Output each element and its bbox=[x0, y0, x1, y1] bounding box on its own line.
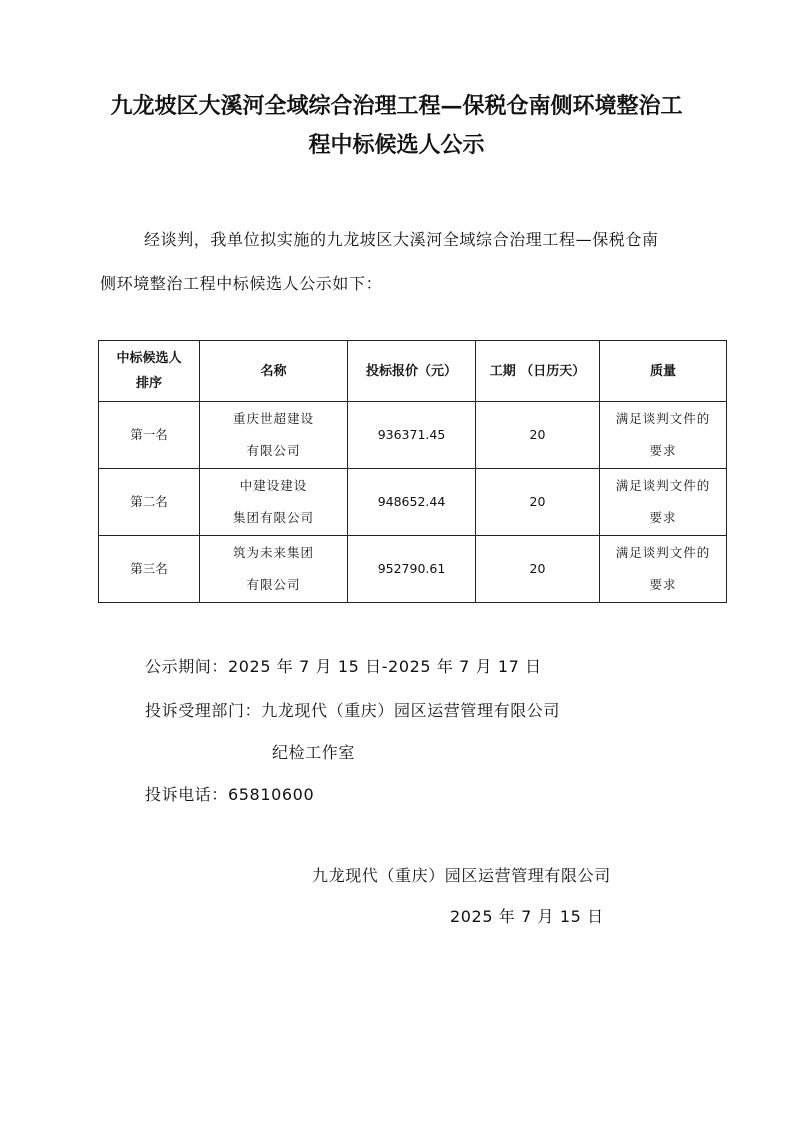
cell-bid: 948652.44 bbox=[348, 469, 476, 536]
cell-rank: 第一名 bbox=[99, 402, 200, 469]
table-row bbox=[99, 469, 727, 536]
cell-bid: 952790.61 bbox=[348, 536, 476, 603]
quality-line2: 要求 bbox=[649, 577, 677, 592]
complaint-phone: 投诉电话：65810600 bbox=[145, 785, 315, 804]
quality-line1: 满足谈判文件的 bbox=[615, 545, 711, 560]
header-name: 名称 bbox=[200, 341, 348, 402]
page-title-line2: 程中标候选人公示 bbox=[308, 132, 485, 158]
company-name-line2: 有限公司 bbox=[246, 443, 301, 458]
page-title-line1: 九龙坡区大溪河全域综合治理工程—保税仓南侧环境整治工 bbox=[110, 93, 683, 119]
candidates-table bbox=[98, 340, 727, 603]
intro-paragraph-line1: 经谈判，我单位拟实施的九龙坡区大溪河全域综合治理工程—保税仓南 bbox=[144, 230, 659, 249]
header-rank bbox=[99, 341, 200, 402]
company-name-line1: 重庆世超建设 bbox=[232, 411, 314, 426]
header-bid: 投标报价（元） bbox=[348, 341, 476, 402]
header-rank-line2: 排序 bbox=[135, 376, 162, 391]
cell-quality bbox=[600, 402, 727, 469]
cell-quality bbox=[600, 469, 727, 536]
company-name-line2: 集团有限公司 bbox=[232, 510, 314, 525]
table-header-row bbox=[99, 341, 727, 402]
signature-date: 2025 年 7 月 15 日 bbox=[450, 907, 604, 926]
quality-line1: 满足谈判文件的 bbox=[615, 478, 711, 493]
table-row bbox=[99, 536, 727, 603]
cell-duration: 20 bbox=[476, 402, 600, 469]
cell-bid: 936371.45 bbox=[348, 402, 476, 469]
table-row bbox=[99, 402, 727, 469]
header-rank-line1: 中标候选人 bbox=[116, 351, 182, 366]
cell-rank: 第三名 bbox=[99, 536, 200, 603]
complaint-department-line2: 纪检工作室 bbox=[272, 743, 356, 762]
quality-line1: 满足谈判文件的 bbox=[615, 411, 711, 426]
cell-duration: 20 bbox=[476, 536, 600, 603]
complaint-department-line1: 投诉受理部门：九龙现代（重庆）园区运营管理有限公司 bbox=[145, 701, 561, 720]
company-name-line1: 中建设建设 bbox=[239, 478, 308, 493]
publicity-period: 公示期间：2025 年 7 月 15 日-2025 年 7 月 17 日 bbox=[145, 657, 542, 676]
cell-company-name bbox=[200, 536, 348, 603]
header-quality: 质量 bbox=[600, 341, 727, 402]
signature-organization: 九龙现代（重庆）园区运营管理有限公司 bbox=[312, 866, 611, 885]
quality-line2: 要求 bbox=[649, 510, 677, 525]
cell-company-name bbox=[200, 402, 348, 469]
cell-quality bbox=[600, 536, 727, 603]
cell-company-name bbox=[200, 469, 348, 536]
quality-line2: 要求 bbox=[649, 443, 677, 458]
cell-duration: 20 bbox=[476, 469, 600, 536]
company-name-line2: 有限公司 bbox=[246, 577, 301, 592]
header-duration: 工期 （日历天） bbox=[476, 341, 600, 402]
cell-rank: 第二名 bbox=[99, 469, 200, 536]
company-name-line1: 筑为未来集团 bbox=[232, 545, 314, 560]
intro-paragraph-line2: 侧环境整治工程中标候选人公示如下： bbox=[100, 274, 383, 293]
